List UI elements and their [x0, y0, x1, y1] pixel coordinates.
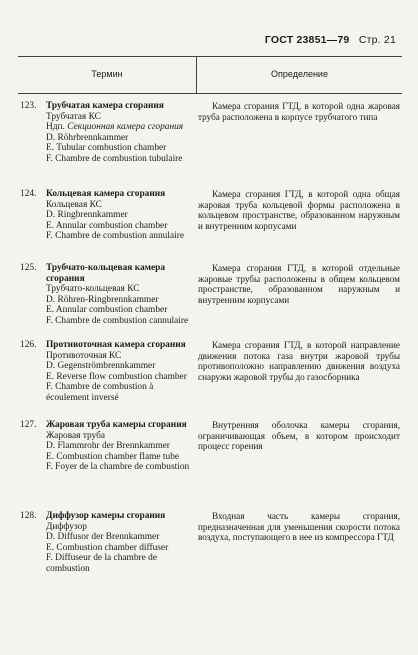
term-english: E. Combustion chamber diffuser — [46, 542, 169, 553]
definition-column-header: Определение — [271, 69, 328, 79]
term-definition: Камера сгорания ГТД, в которой отдельные жаровые трубы расположены в общем кольцевом пространстве, образованном наружным и внутренним корпусами — [198, 263, 400, 305]
term-title: Противоточная камера сгорания — [46, 340, 186, 350]
term-title: Диффузор камеры сгорания — [46, 511, 166, 521]
term-german: D. Flammrohr der Brennkammer — [46, 441, 170, 452]
term-english: E. Tubular combustion chamber — [46, 143, 167, 154]
term-column-header: Термин — [91, 69, 123, 79]
term-french: F. Chambre de combustion cannulaire — [46, 315, 189, 326]
entry-number: 125. — [20, 263, 37, 273]
term-english: E. Annular combustion chamber — [46, 305, 168, 316]
term-english: E. Reverse flow combustion chamber — [46, 371, 187, 382]
term-title: Кольцевая камера сгорания — [46, 189, 166, 199]
term-french: F. Chambre de combustion à écoulement inversé — [46, 382, 154, 403]
term-french: F. Chambre de combustion annulaire — [46, 231, 185, 242]
term-abbreviation: Противоточная КС — [46, 350, 122, 361]
term-definition: Камера сгорания ГТД, в которой направление движения потока газа внутри жаровой трубы противоположно направлению движения воздуха снаружи жаровой трубы до газосборника — [198, 340, 400, 382]
term-french: F. Foyer de la chambre de combustion — [46, 462, 190, 473]
entry-number: 124. — [20, 189, 37, 199]
term-german: D. Diffusor der Brennkammer — [46, 532, 160, 543]
page-header — [265, 34, 396, 46]
term-title: Трубчато-кольцевая камера сгорания — [46, 263, 166, 284]
term-abbreviation: Трубчатая КС — [46, 111, 101, 122]
term-german: D. Gegenströmbrennkammer — [46, 361, 156, 372]
term-abbreviation: Диффузор — [46, 521, 87, 532]
entry-number: 127. — [20, 420, 37, 430]
term-title: Жаровая труба камеры сгорания — [46, 420, 187, 430]
entry-number: 123. — [20, 101, 37, 111]
term-definition: Внутренняя оболочка камеры сгорания, ограничивающая объем, в котором происходит процесс горения — [198, 420, 400, 452]
term-deprecated — [46, 122, 194, 133]
term-german: D. Ringbrennkammer — [46, 210, 128, 221]
term-title: Трубчатая камера сгорания — [46, 101, 164, 111]
entry-number: 126. — [20, 340, 37, 350]
standard-number: ГОСТ 23851—79 — [264, 34, 350, 46]
term-abbreviation: Кольцевая КС — [46, 199, 102, 210]
term-abbreviation: Жаровая труба — [46, 430, 106, 441]
term-definition: Камера сгорания ГТД, в которой одна жаровая труба расположена в корпусе трубчатого типа — [198, 101, 400, 122]
term-french: F. Diffuseur de la chambre de combustion — [46, 553, 158, 574]
term-german: D. Röhrbrennkammer — [46, 132, 129, 143]
entry-number: 128. — [20, 511, 37, 521]
term-definition: Камера сгорания ГТД, в которой одна общая жаровая труба кольцевой формы расположена в кольцевом пространстве, образованном наружным и внутренним корпусами — [198, 189, 400, 231]
term-german: D. Röhren-Ringbrennkammer — [46, 294, 159, 305]
term-abbreviation: Трубчато-кольцевая КС — [46, 284, 140, 295]
deprecated-term: Секционная камера сгорания — [67, 122, 184, 133]
term-english: E. Combustion chamber flame tube — [46, 451, 180, 462]
term-english: E. Annular combustion chamber — [46, 220, 168, 231]
term-definition: Входная часть камеры сгорания, предназначенная для уменьшения скорости потока воздуха, поступающего в нее из компрессора ГТД — [198, 511, 400, 543]
deprecated-prefix: Ндп. — [46, 122, 65, 133]
term-french: F. Chambre de combustion tubulaire — [46, 153, 183, 164]
page-number: Стр. 21 — [358, 34, 396, 46]
column-header-row — [18, 56, 402, 94]
